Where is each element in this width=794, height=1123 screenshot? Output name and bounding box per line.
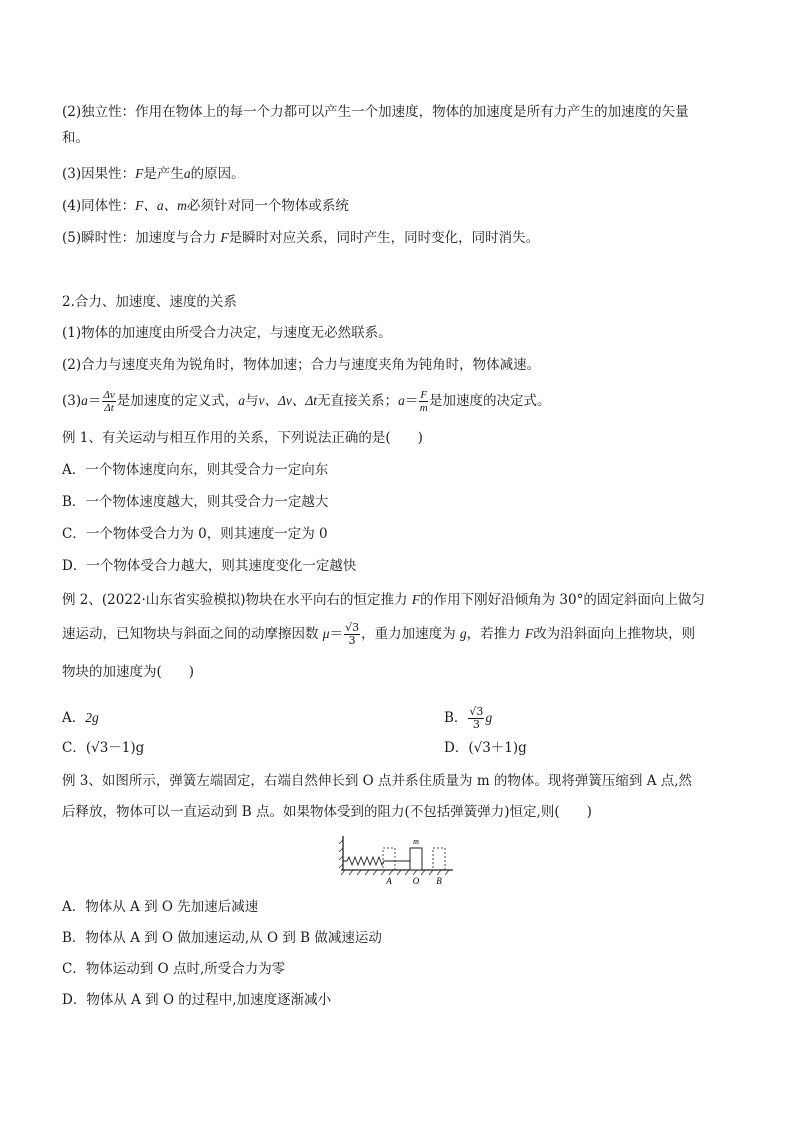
example-2-line2 [62,618,742,650]
equals-sign: ＝ [329,626,344,642]
example-3-line2: 后释放，物体可以一直运动到 B 点。如果物体受到的阻力(不包括弹簧弹力)恒定,则( ) [62,804,592,820]
fraction-denominator: Δt [104,402,114,414]
example-2-option-a [62,710,99,726]
text-fragment: 例 2、(2022·山东省实验模拟)物块在水平向右的恒定推力 [62,592,412,608]
option-label: A． [62,710,86,726]
option-value: (√3－1)g [85,740,145,756]
fraction-numerator: Δv [103,389,115,401]
equals-sign: ＝ [404,393,419,409]
fraction-numerator: √3 [345,621,360,634]
example-3-option-b: B．物体从 A 到 O 做加速运动,从 O 到 B 做减速运动 [62,930,382,946]
example-2-options-row1 [62,702,742,734]
prop-instantaneity-label: (5)瞬时性：加速度与合力 [62,230,221,246]
text-fragment: 是加速度的定义式， [116,393,239,409]
var-g: g [485,710,493,725]
text-fragment: 改为沿斜面向上推物块，则 [533,626,696,642]
example-1-stem: 例 1、有关运动与相互作用的关系，下列说法正确的是( ) [62,430,423,446]
example-3-option-a: A．物体从 A 到 O 先加速后减速 [62,899,259,915]
var-mu: μ [322,626,330,641]
var-a: a [238,393,245,408]
text-fragment: 是瞬时对应关系，同时产生，同时变化，同时消失。 [228,230,540,246]
example-3-line1: 例 3、如图所示，弹簧左端固定，右端自然伸长到 O 点并系住质量为 m 的物体。现将弹簧压缩到 A 点,然 [62,773,693,789]
text-fragment: 是产生 [143,166,184,182]
label-B: B [436,876,442,886]
prop-causality-label: (3)因果性： [62,166,136,182]
prop-same-body [62,196,742,216]
block-mass-m [410,848,422,870]
example-2-line3: 物块的加速度为( ) [62,664,195,680]
spring-block-figure [337,830,457,890]
example-2-line1 [62,590,742,610]
block-position-a [383,848,395,870]
var-a: a [398,393,405,408]
example-1-option-b: B．一个物体速度越大，则其受合力一定越大 [62,494,329,510]
example-2-option-c [62,740,144,756]
example-2-options-row2 [62,738,742,758]
example-2-option-d [444,738,527,758]
example-1-option-a: A．一个物体速度向东，则其受合力一定向东 [62,462,329,478]
var-F: F [524,626,534,641]
text-fragment: 的作用下刚好沿倾角为 30°的固定斜面向上做匀 [420,592,705,608]
option-label: B． [444,710,468,726]
fraction-sqrt3-over-3 [344,622,360,647]
text-fragment: 的原因。 [190,166,245,182]
text-fragment: ，重力加速度为 [361,626,460,642]
section-point-2: (2)合力与速度夹角为锐角时，物体加速；合力与速度夹角为钝角时，物体减速。 [62,357,541,373]
section-point-1: (1)物体的加速度由所受合力决定，与速度无必然联系。 [62,325,392,341]
example-3-option-c: C．物体运动到 O 点时,所受合力为零 [62,961,286,977]
prop-causality [62,164,742,184]
var-a: a [81,393,88,408]
spring-icon [343,857,410,865]
prop-instantaneity [62,228,742,248]
text-fragment: 无直接关系； [317,393,399,409]
option-label: C． [62,740,86,756]
fraction-numerator: F [420,389,428,401]
var-a: a [183,166,191,181]
label-A: A [386,876,392,886]
section-title: 2.合力、加速度、速度的关系 [62,294,237,310]
fraction-denominator: m [419,402,428,414]
example-1-option-c: C．一个物体受合力为 0，则其速度一定为 0 [62,526,328,542]
option-value: 2g [85,710,99,725]
example-3-option-d: D．物体从 A 到 O 的过程中,加速度逐渐减小 [62,992,332,1008]
text-fragment: ，若推力 [466,626,525,642]
label-O: O [412,876,420,886]
fraction-F-m [419,389,428,414]
label-m: m [413,837,419,846]
equals-sign: ＝ [87,393,102,409]
fraction-sqrt3-over-3 [468,706,484,731]
var-F: F [135,166,144,181]
example-1-option-d: D．一个物体受合力越大，则其速度变化一定越快 [62,558,357,574]
var-g: g [459,626,467,641]
option-value: (√3＋1)g [468,740,527,756]
var-F: F [220,230,229,245]
var-F: F [411,592,421,607]
ground-hatching [341,870,449,875]
text-fragment: 是加速度的决定式。 [429,393,551,409]
text-fragment: 必须针对同一个物体或系统 [186,198,349,214]
fraction-numerator: √3 [469,705,484,718]
fraction-denominator: 3 [472,718,480,731]
block-position-b [433,848,445,870]
fraction-denominator: 3 [348,634,356,647]
fraction-dv-dt [102,389,115,414]
section-point-3 [62,386,742,416]
prop-independence-line1: (2)独立性：作用在物体上的每一个力都可以产生一个加速度，物体的加速度是所有力产生的加速度的矢量 [62,104,689,120]
prop-same-body-label: (4)同体性： [62,198,136,214]
option-label: D． [444,740,469,756]
var-list: F、a、m [135,198,187,213]
example-2-option-b [444,702,492,734]
var-list: v、Δv、Δt [258,393,318,408]
text-fragment: 速运动，已知物块与斜面之间的动摩擦因数 [62,626,323,642]
text-fragment: (3) [62,393,82,409]
prop-independence-line2: 和。 [62,130,89,146]
text-fragment: 与 [244,393,259,409]
